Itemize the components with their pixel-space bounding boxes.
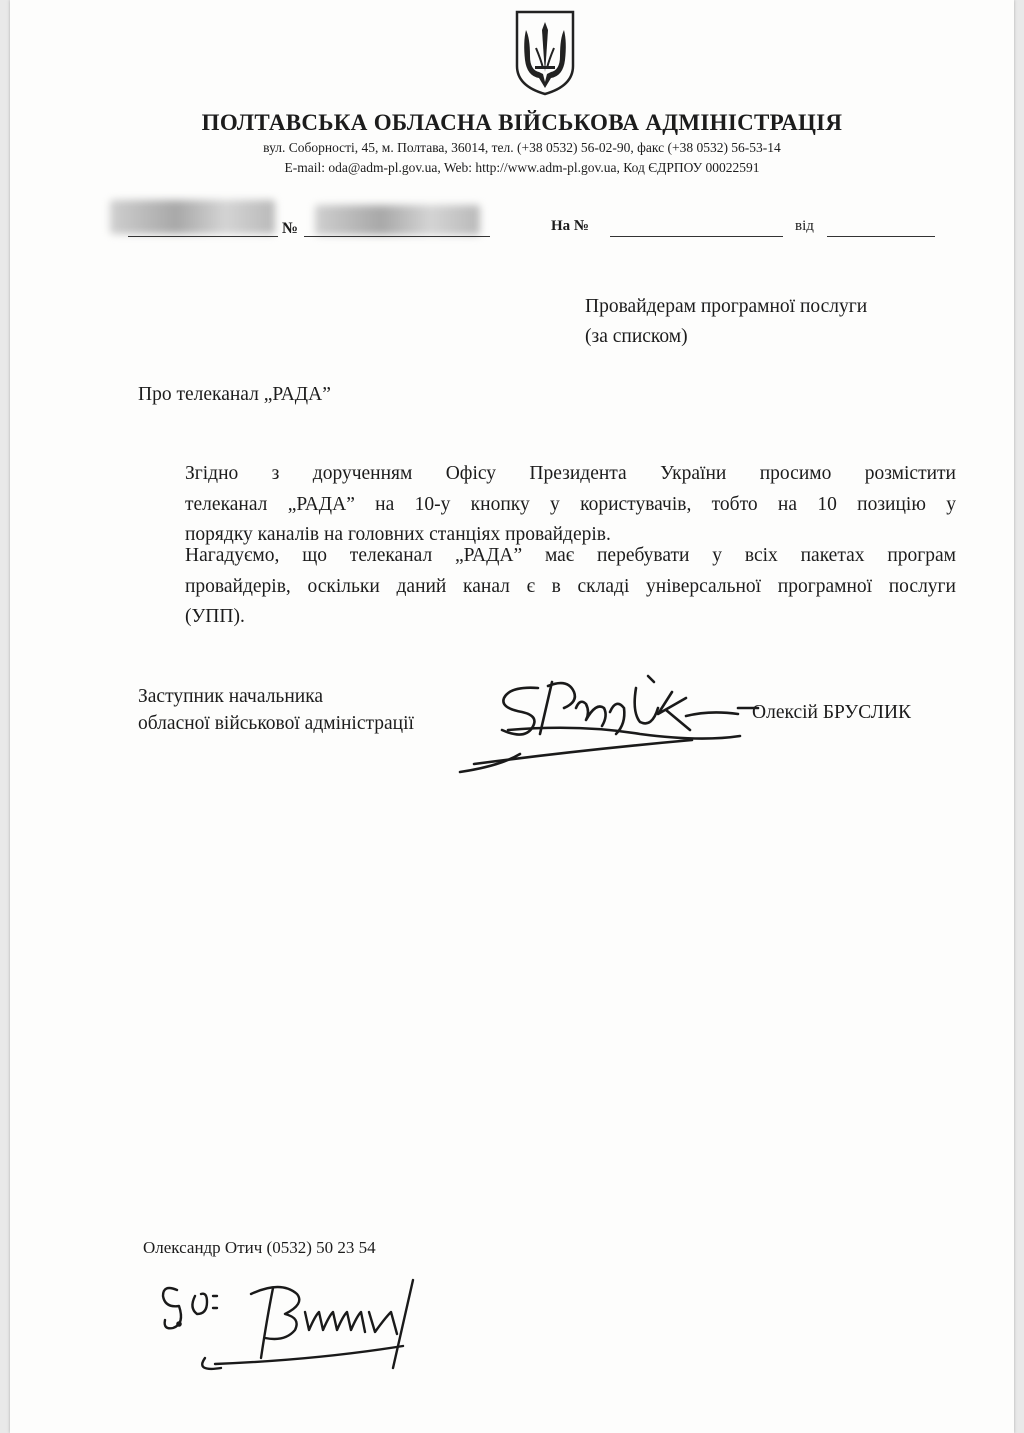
outgoing-number-line	[304, 236, 490, 237]
body-line: Нагадуємо, що телеканал „РАДА” має перебувати у всіх пакетах програм	[185, 545, 956, 566]
letter-subject: Про телеканал „РАДА”	[138, 384, 331, 405]
position-title-line-2: обласної військової адміністрації	[138, 713, 414, 734]
redacted-outgoing-number	[315, 205, 480, 235]
position-title-line-1: Заступник начальника	[138, 686, 324, 707]
recipient-line-1: Провайдерам програмної послуги	[585, 296, 868, 317]
reply-to-number-label: На №	[551, 218, 589, 234]
reply-to-date-label: від	[795, 218, 814, 234]
organization-address: вул. Соборності, 45, м. Полтава, 36014, тел. (+38 0532) 56-02-90, факс (+38 0532) 56-53-14	[263, 140, 781, 155]
body-line: телеканал „РАДА” на 10-у кнопку у користувачів, тобто на 10 позицію у	[185, 493, 956, 515]
tryzub-coat-of-arms-icon	[513, 8, 577, 98]
body-line: Згідно з дорученням Офісу Президента України просимо розмістити	[185, 463, 956, 484]
organization-name: ПОЛТАВСЬКА ОБЛАСНА ВІЙСЬКОВА АДМІНІСТРАЦІЯ	[201, 110, 843, 135]
letter-page	[10, 0, 1014, 1433]
handwritten-signature-icon	[440, 668, 760, 778]
signer-name: Олексій БРУСЛИК	[752, 702, 912, 723]
body-line: провайдерів, оскільки даний канал є в складі універсальної програмної послуги	[185, 575, 956, 597]
body-line: порядку каналів на головних станціях провайдерів.	[185, 524, 611, 545]
executor-contact: Олександр Отич (0532) 50 23 54	[143, 1238, 376, 1257]
outgoing-date-line	[128, 236, 278, 237]
outgoing-number-label: №	[282, 220, 299, 237]
body-paragraph-2	[138, 541, 956, 633]
reply-to-number-line	[610, 236, 783, 237]
organization-contacts: E-mail: oda@adm-pl.gov.ua, Web: http://www.adm-pl.gov.ua, Код ЄДРПОУ 00022591	[284, 160, 760, 175]
body-line: (УПП).	[185, 606, 245, 627]
handwritten-initials-icon	[155, 1268, 455, 1378]
recipient-line-2: (за списком)	[585, 326, 688, 347]
reply-to-date-line	[827, 236, 935, 237]
redacted-outgoing-date	[110, 200, 275, 234]
body-paragraph-1	[138, 459, 956, 551]
